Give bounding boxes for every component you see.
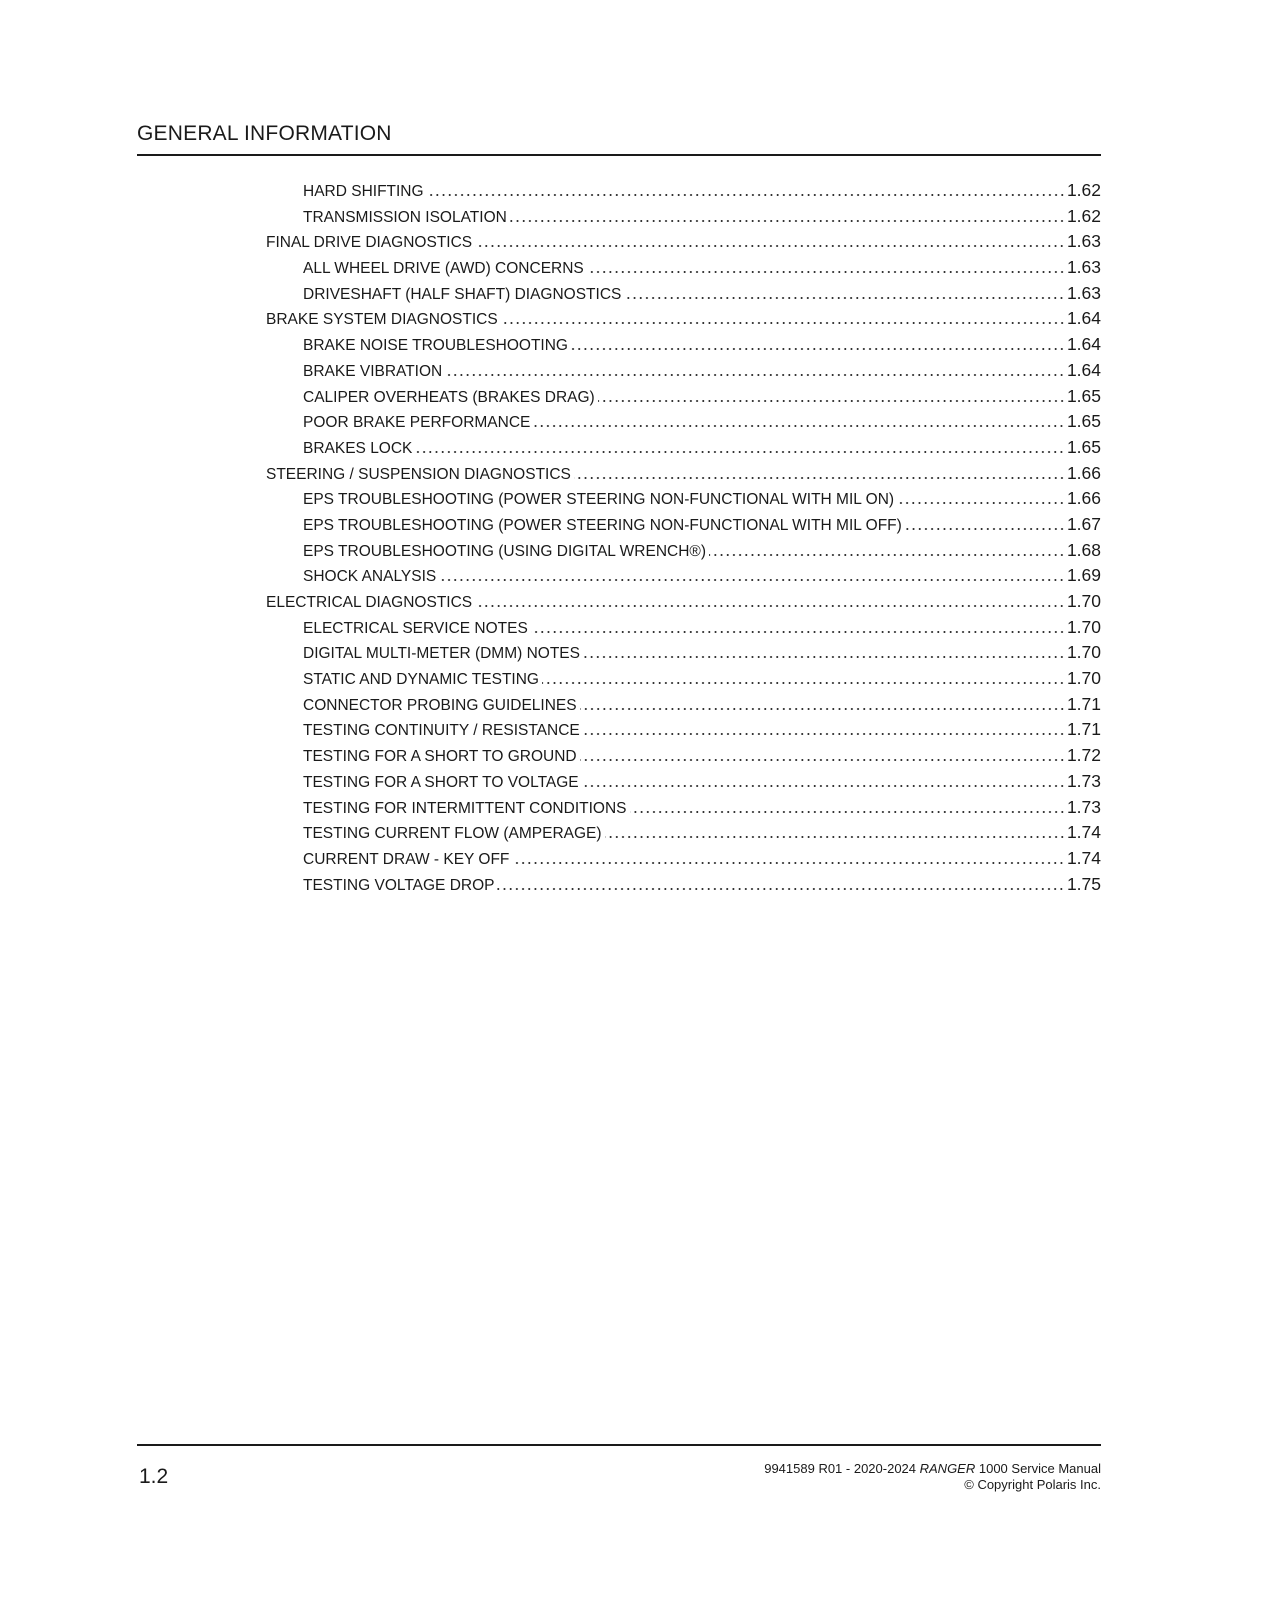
toc-entry-label: TESTING CURRENT FLOW (AMPERAGE) [303, 825, 602, 843]
toc-entry-page: 1.71 [1066, 719, 1101, 740]
toc-entry-page: 1.65 [1066, 436, 1101, 457]
toc-entry-label: BRAKE VIBRATION [303, 362, 443, 380]
toc-entry-label: POOR BRAKE PERFORMANCE [303, 414, 531, 432]
toc-entry-label: STEERING / SUSPENSION DIAGNOSTICS [266, 465, 571, 483]
toc-entry-label: TESTING CONTINUITY / RESISTANCE [303, 722, 580, 740]
page-number: 1.2 [139, 1465, 169, 1488]
toc-entry-page: 1.62 [1066, 180, 1101, 200]
toc-entry-label: CALIPER OVERHEATS (BRAKES DRAG) [303, 388, 595, 406]
toc-dot-leader [583, 645, 1065, 659]
table-of-contents [266, 180, 1101, 899]
toc-entry-label: CONNECTOR PROBING GUIDELINES [303, 696, 577, 714]
toc-entry-label: ALL WHEEL DRIVE (AWD) CONCERNS [303, 260, 584, 278]
toc-entry[interactable] [266, 386, 1101, 412]
toc-dot-leader [574, 466, 1065, 480]
toc-entry-page: 1.70 [1066, 642, 1101, 663]
toc-entry-page: 1.67 [1066, 513, 1101, 534]
toc-entry-page: 1.65 [1066, 411, 1101, 432]
toc-entry[interactable] [266, 540, 1101, 566]
toc-entry-page: 1.68 [1066, 539, 1101, 560]
toc-entry-page: 1.74 [1066, 847, 1101, 868]
toc-entry[interactable] [266, 488, 1101, 514]
toc-entry[interactable] [266, 719, 1101, 745]
toc-dot-leader [905, 517, 1065, 531]
toc-entry-page: 1.73 [1066, 796, 1101, 817]
toc-entry[interactable] [266, 283, 1101, 309]
toc-entry[interactable] [266, 308, 1101, 334]
header-divider [137, 154, 1101, 156]
toc-entry[interactable] [266, 848, 1101, 874]
toc-dot-leader [501, 311, 1065, 325]
toc-dot-leader [587, 260, 1065, 274]
toc-dot-leader [624, 286, 1065, 300]
toc-entry-label: FINAL DRIVE DIAGNOSTICS [266, 234, 473, 252]
toc-entry-label: EPS TROUBLESHOOTING (USING DIGITAL WRENCH®) [303, 542, 706, 560]
toc-entry-label: BRAKES LOCK [303, 439, 413, 457]
toc-entry[interactable] [266, 874, 1101, 900]
toc-dot-leader [580, 697, 1065, 711]
toc-entry-label: EPS TROUBLESHOOTING (POWER STEERING NON-FUNCTIONAL WITH MIL OFF) [303, 516, 902, 534]
toc-entry-page: 1.64 [1066, 334, 1101, 355]
toc-entry-page: 1.72 [1066, 745, 1101, 766]
toc-entry-label: TRANSMISSION ISOLATION [303, 208, 507, 226]
manual-title-prefix: 9941589 R01 - 2020-2024 [764, 1461, 920, 1476]
toc-dot-leader [475, 594, 1065, 608]
toc-entry[interactable] [266, 514, 1101, 540]
toc-dot-leader [497, 877, 1064, 891]
toc-entry[interactable] [266, 591, 1101, 617]
toc-dot-leader [510, 209, 1065, 223]
toc-entry-page: 1.74 [1066, 822, 1101, 843]
toc-entry-label: ELECTRICAL SERVICE NOTES [303, 619, 528, 637]
toc-entry[interactable] [266, 745, 1101, 771]
page-title: GENERAL INFORMATION [137, 122, 392, 145]
toc-dot-leader [542, 671, 1065, 685]
toc-entry-page: 1.66 [1066, 462, 1101, 483]
toc-entry-page: 1.62 [1066, 205, 1101, 226]
toc-entry-label: BRAKE NOISE TROUBLESHOOTING [303, 337, 568, 355]
toc-entry-page: 1.63 [1066, 282, 1101, 303]
toc-entry-page: 1.64 [1066, 308, 1101, 329]
manual-title-suffix: 1000 Service Manual [975, 1461, 1101, 1476]
toc-entry[interactable] [266, 565, 1101, 591]
toc-entry-page: 1.70 [1066, 616, 1101, 637]
toc-entry-label: TESTING FOR A SHORT TO VOLTAGE [303, 773, 579, 791]
toc-entry[interactable] [266, 257, 1101, 283]
copyright-notice: © Copyright Polaris Inc. [964, 1477, 1101, 1492]
toc-entry-label: CURRENT DRAW - KEY OFF [303, 850, 510, 868]
toc-entry-label: TESTING VOLTAGE DROP [303, 876, 495, 894]
toc-entry[interactable] [266, 617, 1101, 643]
toc-dot-leader [427, 183, 1065, 197]
toc-dot-leader [533, 414, 1065, 428]
toc-dot-leader [897, 491, 1065, 505]
manual-model-name: RANGER [919, 1461, 976, 1476]
toc-dot-leader [445, 363, 1065, 377]
toc-entry-page: 1.65 [1066, 385, 1101, 406]
toc-entry-label: STATIC AND DYNAMIC TESTING [303, 671, 539, 689]
toc-entry[interactable] [266, 206, 1101, 232]
toc-dot-leader [415, 440, 1065, 454]
toc-dot-leader [512, 851, 1065, 865]
toc-entry-page: 1.75 [1066, 873, 1101, 894]
toc-dot-leader [583, 722, 1065, 736]
toc-entry-page: 1.63 [1066, 231, 1101, 252]
toc-entry[interactable] [266, 771, 1101, 797]
toc-dot-leader [598, 389, 1065, 403]
toc-entry[interactable] [266, 231, 1101, 257]
toc-dot-leader [571, 337, 1065, 351]
toc-entry[interactable] [266, 334, 1101, 360]
toc-entry[interactable] [266, 360, 1101, 386]
manual-title [764, 1461, 1101, 1477]
toc-entry-page: 1.73 [1066, 770, 1101, 791]
toc-entry-page: 1.63 [1066, 257, 1101, 278]
toc-entry-label: DIGITAL MULTI-METER (DMM) NOTES [303, 645, 580, 663]
toc-entry[interactable] [266, 411, 1101, 437]
toc-entry-page: 1.71 [1066, 693, 1101, 714]
toc-entry-label: DRIVESHAFT (HALF SHAFT) DIAGNOSTICS [303, 285, 622, 303]
toc-dot-leader [439, 568, 1065, 582]
toc-dot-leader [630, 800, 1065, 814]
toc-entry-label: HARD SHIFTING [303, 183, 424, 200]
toc-entry[interactable] [266, 180, 1101, 206]
toc-entry[interactable] [266, 668, 1101, 694]
toc-entry[interactable] [266, 642, 1101, 668]
toc-entry-label: SHOCK ANALYSIS [303, 568, 437, 586]
footer-info [764, 1461, 1101, 1493]
toc-entry[interactable] [266, 822, 1101, 848]
toc-entry-page: 1.69 [1066, 565, 1101, 586]
toc-dot-leader [582, 774, 1065, 788]
toc-entry-page: 1.70 [1066, 591, 1101, 611]
toc-entry-page: 1.70 [1066, 668, 1101, 689]
footer-divider [137, 1444, 1101, 1446]
toc-entry[interactable] [266, 694, 1101, 720]
toc-entry[interactable] [266, 463, 1101, 489]
toc-dot-leader [580, 748, 1065, 762]
toc-dot-leader [709, 543, 1065, 557]
toc-entry-label: TESTING FOR A SHORT TO GROUND [303, 748, 577, 766]
toc-dot-leader [531, 620, 1065, 634]
toc-entry-label: TESTING FOR INTERMITTENT CONDITIONS [303, 799, 627, 817]
toc-dot-leader [605, 825, 1065, 839]
toc-entry[interactable] [266, 437, 1101, 463]
toc-entry-label: EPS TROUBLESHOOTING (POWER STEERING NON-FUNCTIONAL WITH MIL ON) [303, 491, 895, 509]
toc-dot-leader [475, 234, 1065, 248]
toc-entry-page: 1.66 [1066, 488, 1101, 509]
toc-entry[interactable] [266, 797, 1101, 823]
toc-entry-label: BRAKE SYSTEM DIAGNOSTICS [266, 311, 498, 329]
toc-entry-label: ELECTRICAL DIAGNOSTICS [266, 594, 473, 611]
toc-entry-page: 1.64 [1066, 359, 1101, 380]
